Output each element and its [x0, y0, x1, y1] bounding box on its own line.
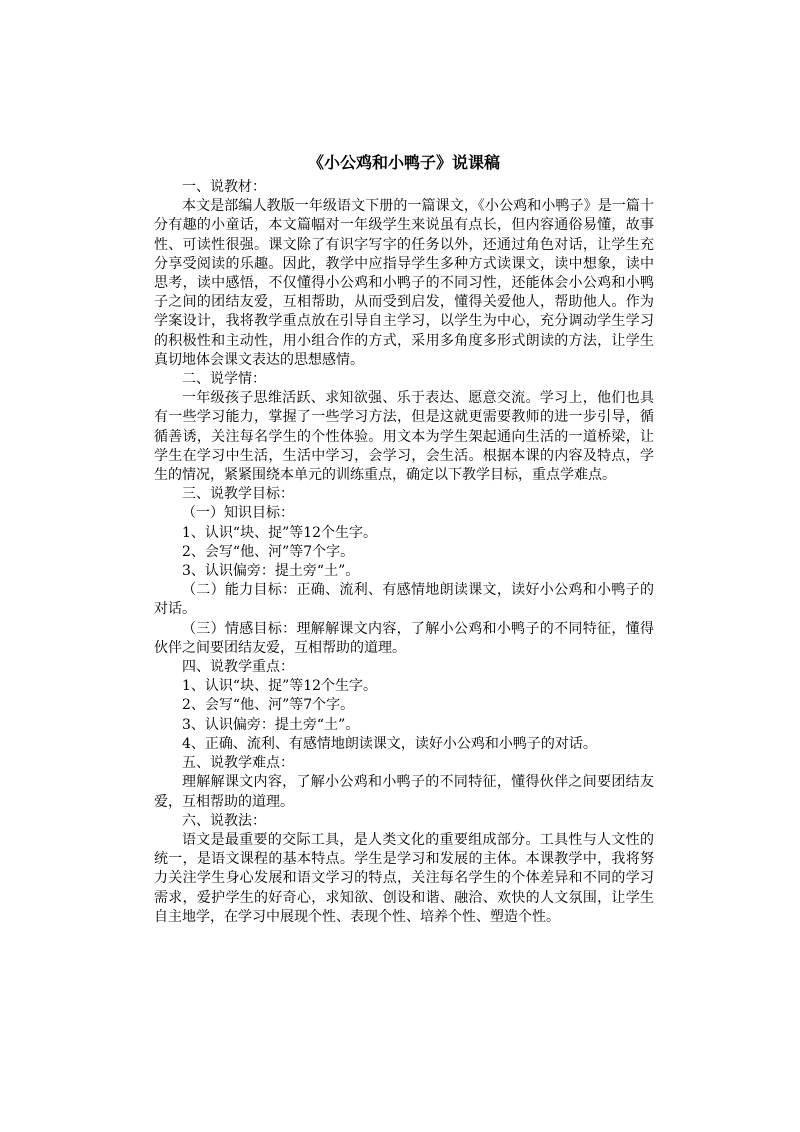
paragraph: 一年级孩子思维活跃、求知欲强、乐于表达、愿意交流。学习上，他们也具有一些学习能力，掌握了一些学习方法，但是这就更需要教师的进一步引导，循循善诱，关注每名学生的个性体验。用文本为学生架起通向生活的一道桥梁，让学生在学习中生活，生活中学习，会学习，会生活。根据本课的内容及特点，学生的情况，紧紧围绕本单元的训练重点，确定以下教学目标，重点学难点。 — [154, 390, 654, 484]
section-heading: 二、说学情： — [182, 371, 266, 388]
document-body — [154, 152, 654, 927]
section-heading: 四、说教学重点： — [182, 659, 294, 676]
paragraph: （三）情感目标：理解解课文内容，了解小公鸡和小鸭子的不同特征，懂得伙伴之间要团结友爱，互相帮助的道理。 — [154, 620, 654, 656]
section-heading: 一、说教材： — [182, 179, 266, 195]
list-item: 1、认识“块、捉”等12个生字。 — [182, 678, 378, 695]
section-heading: 五、说教学难点： — [182, 755, 294, 772]
paragraph: 语文是最重要的交际工具，是人类文化的重要组成部分。工具性与人文性的统一，是语文课程的基本特点。学生是学习和发展的主体。本课教学中，我将努力关注学生身心发展和语文学习的特点，关注每名学生的个体差异和不同的学习需求，爱护学生的好奇心，求知欲、创设和谐、融洽、欢快的人文氛围，让学生自主地学，在学习中展现个性、表现个性、培养个性、塑造个性。 — [154, 831, 654, 925]
list-item: 1、认识“块、捉”等12个生字。 — [182, 524, 378, 541]
document-title: 《小公鸡和小鸭子》说课稿 — [307, 153, 500, 172]
list-item: 2、会写“他、河”等7个字。 — [182, 543, 355, 560]
list-item: 3、认识偏旁：提土旁“土”。 — [182, 716, 360, 733]
paragraph: 理解解课文内容，了解小公鸡和小鸭子的不同特征，懂得伙伴之间要团结友爱，互相帮助的道理。 — [154, 774, 654, 810]
section-heading: 六、说教法： — [182, 812, 266, 829]
list-item: 3、认识偏旁：提土旁“土”。 — [182, 563, 360, 580]
list-item: 4、正确、流利、有感情地朗读课文，读好小公鸡和小鸭子的对话。 — [182, 735, 597, 752]
section-heading: 三、说教学目标： — [182, 486, 294, 503]
paragraph: 本文是部编人教版一年级语文下册的一篇课文，《小公鸡和小鸭子》是一篇十分有趣的小童话，本文篇幅对一年级学生来说虽有点长，但内容通俗易懂，故事性、可读性很强。课文除了有识字写字的任务以外，还通过角色对话，让学生充分享受阅读的乐趣。因此，教学中应指导学生多种方式读课文，读中想象，读中思考，读中感悟，不仅懂得小公鸡和小鸭子的不同习性，还能体会小公鸡和小鸭子之间的团结友爱，互相帮助，从而受到启发，懂得关爱他人，帮助他人。作为学案设计，我将教学重点放在引导自主学习，以学生为中心，充分调动学生学习的积极性和主动性，用小组合作的方式，采用多角度多形式朗读的方法，让学生真切地体会课文表达的思想感情。 — [154, 198, 654, 368]
subheading: （一）知识目标： — [182, 505, 294, 522]
paragraph: （二）能力目标：正确、流利、有感情地朗读课文，读好小公鸡和小鸭子的对话。 — [154, 582, 654, 618]
list-item: 2、会写“他、河”等7个字。 — [182, 697, 355, 714]
